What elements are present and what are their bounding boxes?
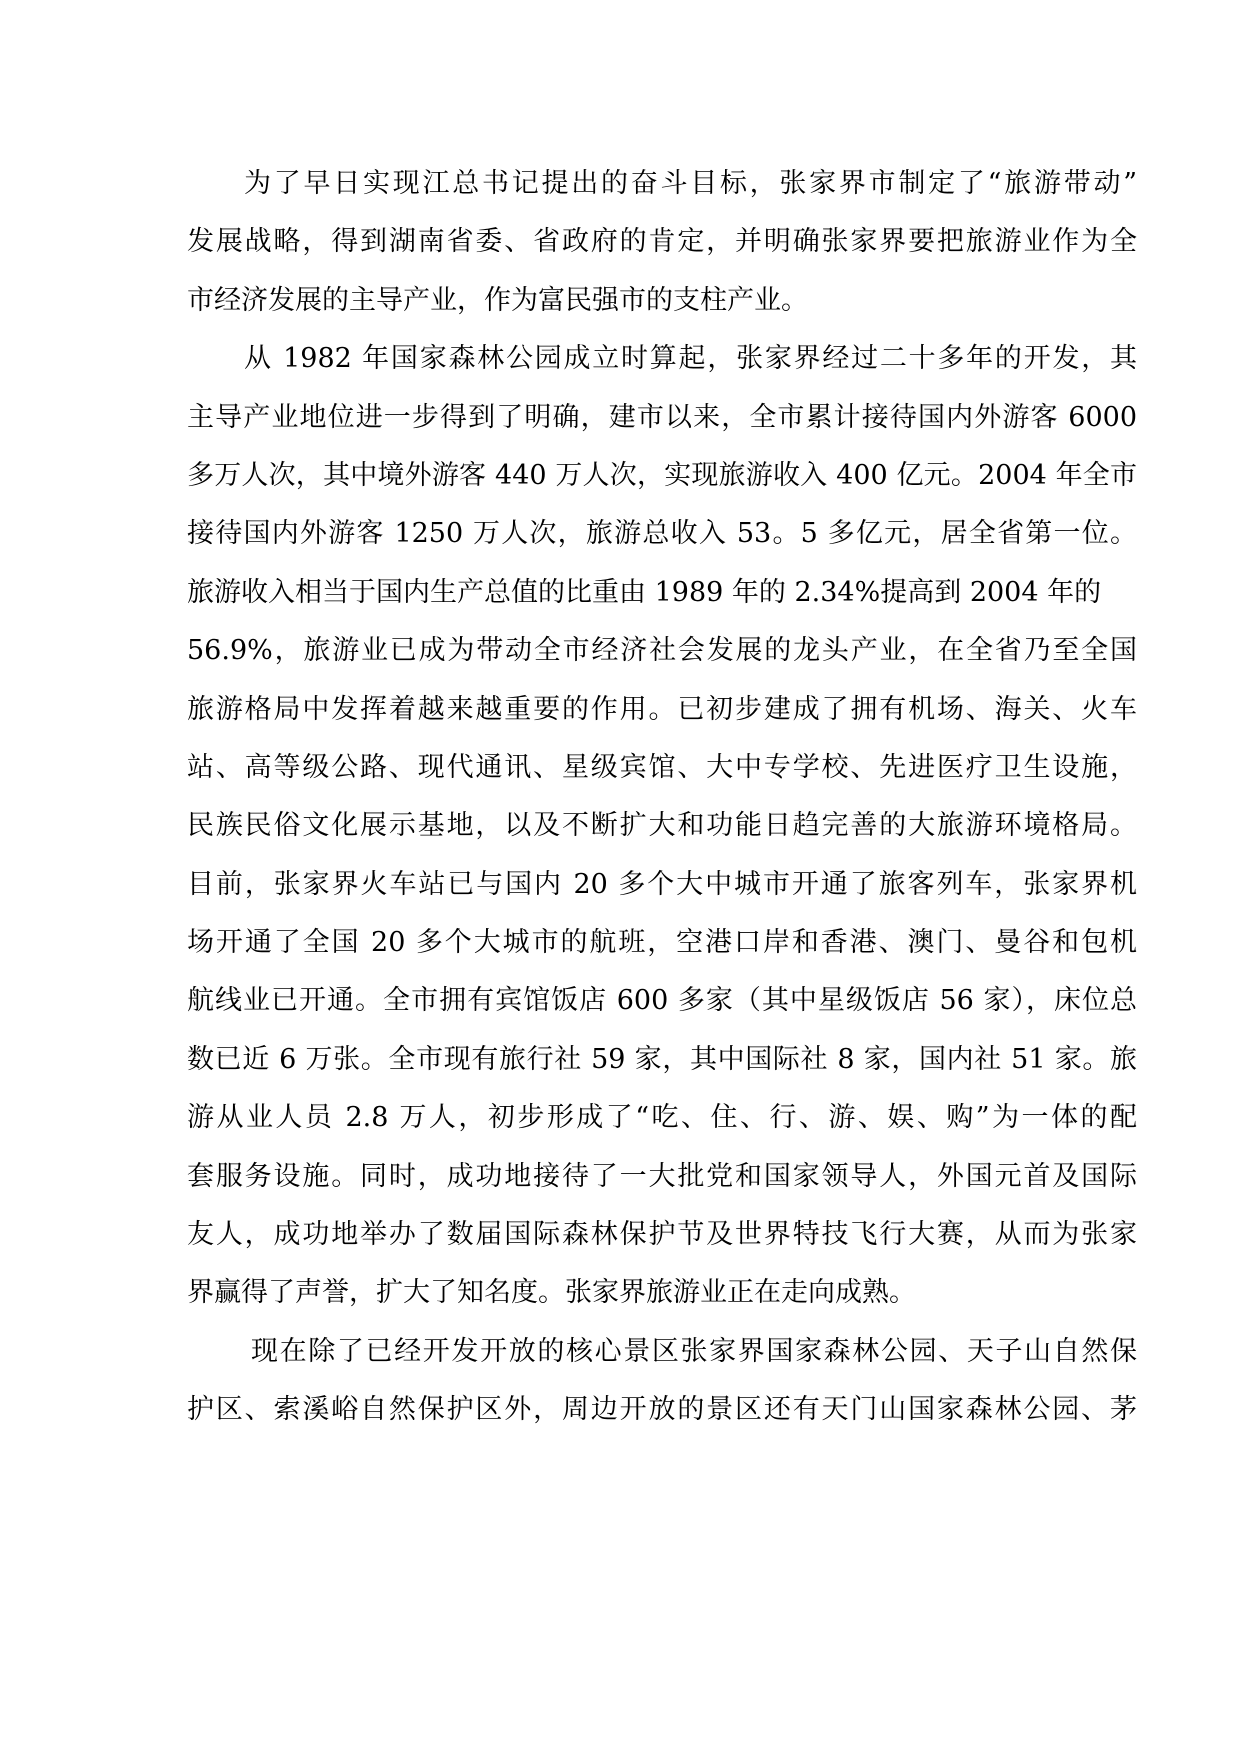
text-line: 市经济发展的主导产业，作为富民强市的支柱产业。 [187, 284, 808, 316]
text-line: 航线业已开通。全市拥有宾馆饭店 600 多家（其中星级饭店 56 家），床位总 [187, 985, 1137, 1017]
text-line: 民族民俗文化展示基地，以及不断扩大和功能日趋完善的大旅游环境格局。 [187, 810, 1137, 842]
text-line: 数已近 6 万张。全市现有旅行社 59 家，其中国际社 8 家，国内社 51 家。旅 [187, 1043, 1137, 1075]
text-line: 接待国内外游客 1250 万人次，旅游总收入 53。5 多亿元，居全省第一位。 [187, 518, 1137, 550]
text-line: 多万人次，其中境外游客 440 万人次，实现旅游收入 400 亿元。2004 年全市 [187, 459, 1137, 491]
text-line: 主导产业地位进一步得到了明确，建市以来，全市累计接待国内外游客 6000 [187, 401, 1137, 433]
text-line: 套服务设施。同时，成功地接待了一大批党和国家领导人，外国元首及国际 [187, 1160, 1137, 1192]
text-line: 场开通了全国 20 多个大城市的航班，空港口岸和香港、澳门、曼谷和包机 [187, 927, 1137, 959]
text-line: 为了早日实现江总书记提出的奋斗目标，张家界市制定了“旅游带动” [244, 168, 1137, 199]
text-line: 游从业人员 2.8 万人，初步形成了“吃、住、行、游、娱、购”为一体的配 [187, 1102, 1137, 1134]
text-line: 56.9%，旅游业已成为带动全市经济社会发展的龙头产业，在全省乃至全国 [187, 635, 1137, 667]
text-line: 友人，成功地举办了数届国际森林保护节及世界特技飞行大赛，从而为张家 [187, 1219, 1137, 1251]
paragraph [187, 1323, 1137, 1440]
text-line: 界赢得了声誉，扩大了知名度。张家界旅游业正在走向成熟。 [187, 1277, 916, 1309]
text-line: 护区、索溪峪自然保护区外，周边开放的景区还有天门山国家森林公园、茅 [187, 1394, 1137, 1426]
paragraph [187, 155, 1137, 330]
document-body [187, 155, 1137, 1440]
text-line: 目前，张家界火车站已与国内 20 多个大中城市开通了旅客列车，张家界机 [187, 868, 1137, 900]
text-line: 从 1982 年国家森林公园成立时算起，张家界经过二十多年的开发，其 [244, 343, 1137, 375]
text-line: 站、高等级公路、现代通讯、星级宾馆、大中专学校、先进医疗卫生设施， [187, 751, 1137, 783]
text-line: 发展战略，得到湖南省委、省政府的肯定，并明确张家界要把旅游业作为全 [187, 226, 1137, 258]
text-line: 旅游收入相当于国内生产总值的比重由 1989 年的 2.34%提高到 2004 年的 [187, 576, 1102, 608]
text-line: 现在除了已经开发开放的核心景区张家界国家森林公园、天子山自然保 [251, 1335, 1137, 1367]
paragraph [187, 330, 1137, 1323]
text-line: 旅游格局中发挥着越来越重要的作用。已初步建成了拥有机场、海关、火车 [187, 693, 1137, 725]
